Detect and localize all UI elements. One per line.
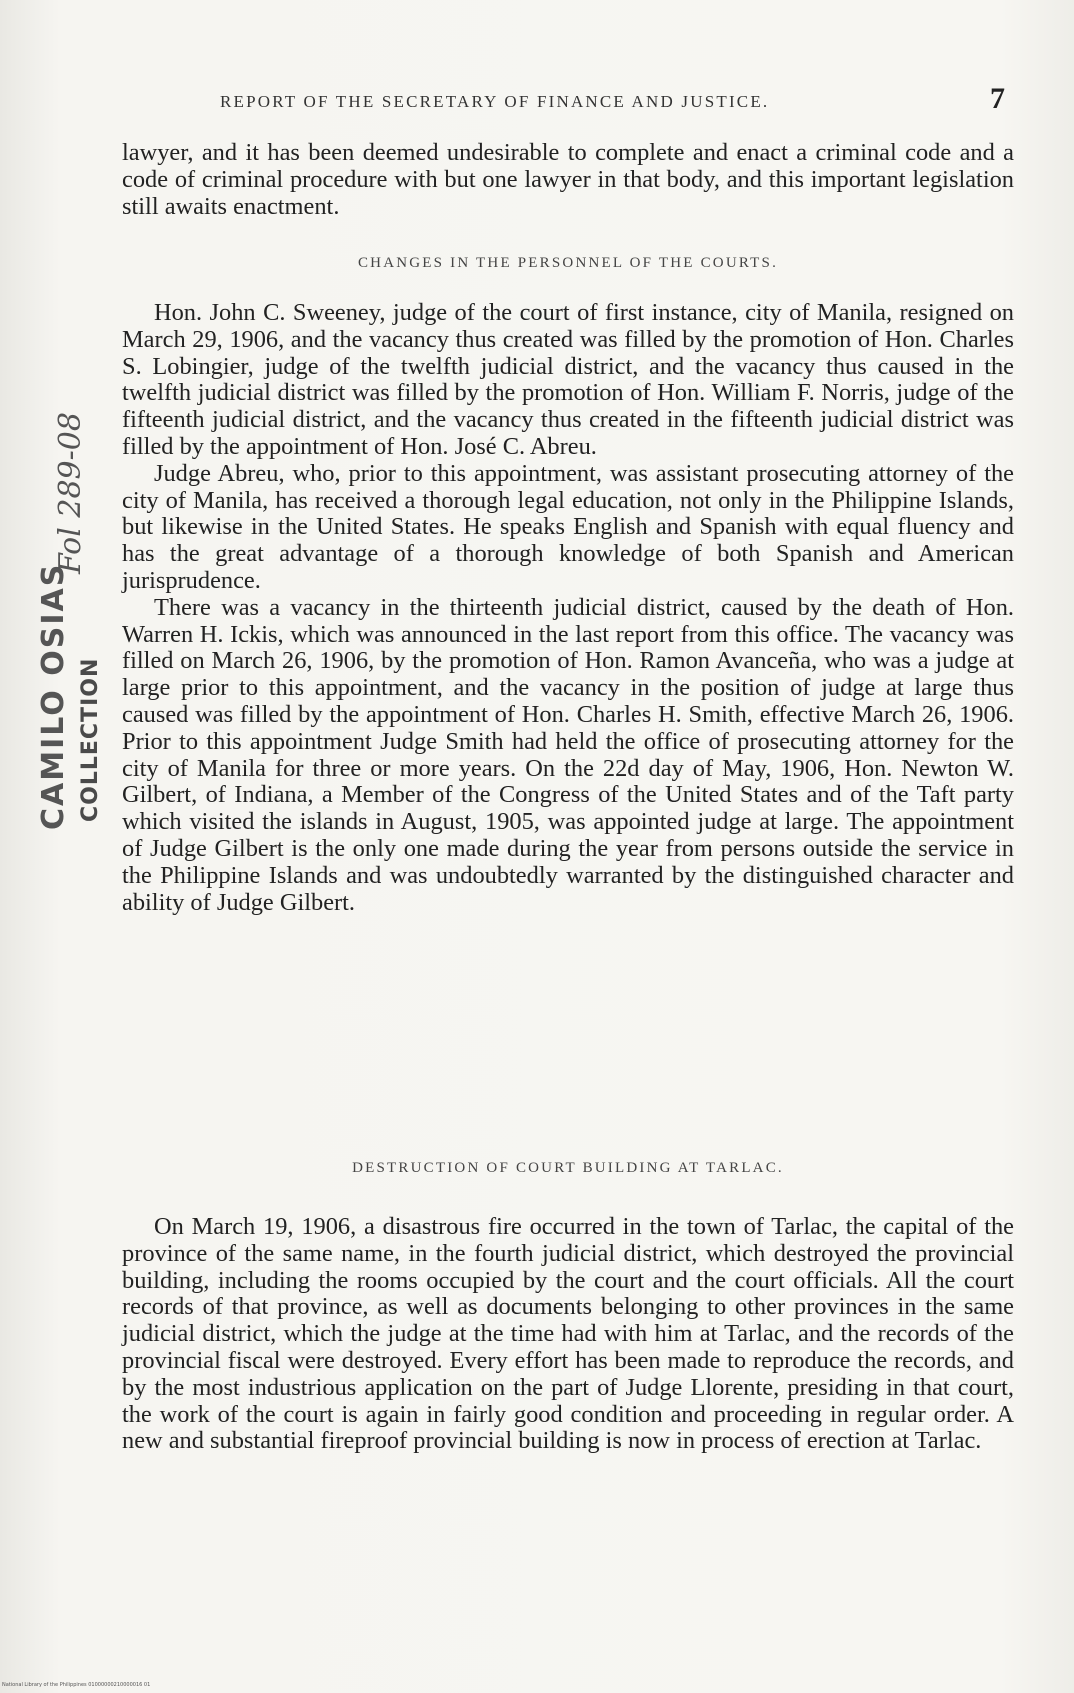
handwritten-note [38, 360, 98, 580]
stamp-collection: COLLECTION [78, 657, 103, 822]
handwritten-note-text: Fol 289-08 [53, 412, 88, 574]
page-number: 7 [990, 82, 1005, 115]
section-heading-personnel: CHANGES IN THE PERSONNEL OF THE COURTS. [357, 255, 779, 271]
handwritten-note-glyphs [38, 360, 98, 580]
paragraph-sweeney: Hon. John C. Sweeney, judge of the court of first instance, city of Manila, resigned on March 29, 1906, and the vacancy thus created was filled by the promotion of Hon. Charles S. Lobingier, judge of the twelfth judicial district, and the vacancy thus caused in the twelfth judicial district was filled by the promotion of Hon. William F. Norris, judge of the fifteenth judicial district, and the vacancy thus created in the fifteenth judicial district was filled by the appointment of Hon. José C. Abreu. [122, 299, 1014, 460]
personnel-section-body [122, 300, 1014, 916]
intro-paragraph: lawyer, and it has been deemed undesirable to complete and enact a criminal code and a code of criminal procedure with but one lawyer in that body, and this important legislation still awaits enactment. [122, 139, 1014, 220]
paragraph-abreu: Judge Abreu, who, prior to this appointment, was assistant prosecuting attorney of the city of Manila, has received a thorough legal education, not only in the Philippine Islands, but likewise in the United States. He speaks English and Spanish with equal fluency and has the great advantage of a thorough knowledge of both Spanish and American jurisprudence. [122, 459, 1014, 594]
scan-footer: National Library of the Philippines 01000000210000016 01 [2, 1682, 151, 1688]
paragraph-vacancy: There was a vacancy in the thirteenth judicial district, caused by the death of Hon. Warren H. Ickis, which was announced in the last report from this office. The vacancy was filled on March 26, 1906, by the promotion of Hon. Ramon Avanceña, who was a judge at large prior to this appointment, and the vacancy in the position of judge at large thus caused was filled by the appointment of Hon. Charles H. Smith, effective March 26, 1906. Prior to this appointment Judge Smith had held the office of prosecuting attorney for the city of Manila for three or more years. On the 22d day of May, 1906, Hon. Newton W. Gilbert, of Indiana, a Member of the Congress of the United States and of the Taft party which visited the islands in August, 1905, was appointed judge at large. The appointment of Judge Gilbert is the only one made during the year from persons outside the service in the Philippine Islands and was undoubtedly warranted by the distinguished character and ability of Judge Gilbert. [122, 593, 1014, 916]
collection-stamp [36, 562, 116, 830]
section-heading-tarlac: DESTRUCTION OF COURT BUILDING AT TARLAC. [352, 1160, 784, 1176]
stamp-name: CAMILO OSIAS [36, 562, 71, 830]
intro-text [122, 140, 1014, 220]
paragraph-tarlac-fire: On March 19, 1906, a disastrous fire occurred in the town of Tarlac, the capital of the province of the same name, in the fourth judicial district, which destroyed the provincial building, including the rooms occupied by the court and the court officials. All the court records of that province, as well as documents belonging to other provinces in the same judicial district, which the judge at the time had with him at Tarlac, and the records of the provincial fiscal were destroyed. Every effort has been made to reproduce the records, and by the most industrious application on the part of Judge Llorente, presiding in that court, the work of the court is again in fairly good condition and proceeding in regular order. A new and substantial fireproof provincial building is now in process of erection at Tarlac. [122, 1213, 1014, 1455]
tarlac-section-body [122, 1214, 1014, 1455]
running-head: REPORT OF THE SECRETARY OF FINANCE AND JUSTICE. [220, 92, 770, 111]
